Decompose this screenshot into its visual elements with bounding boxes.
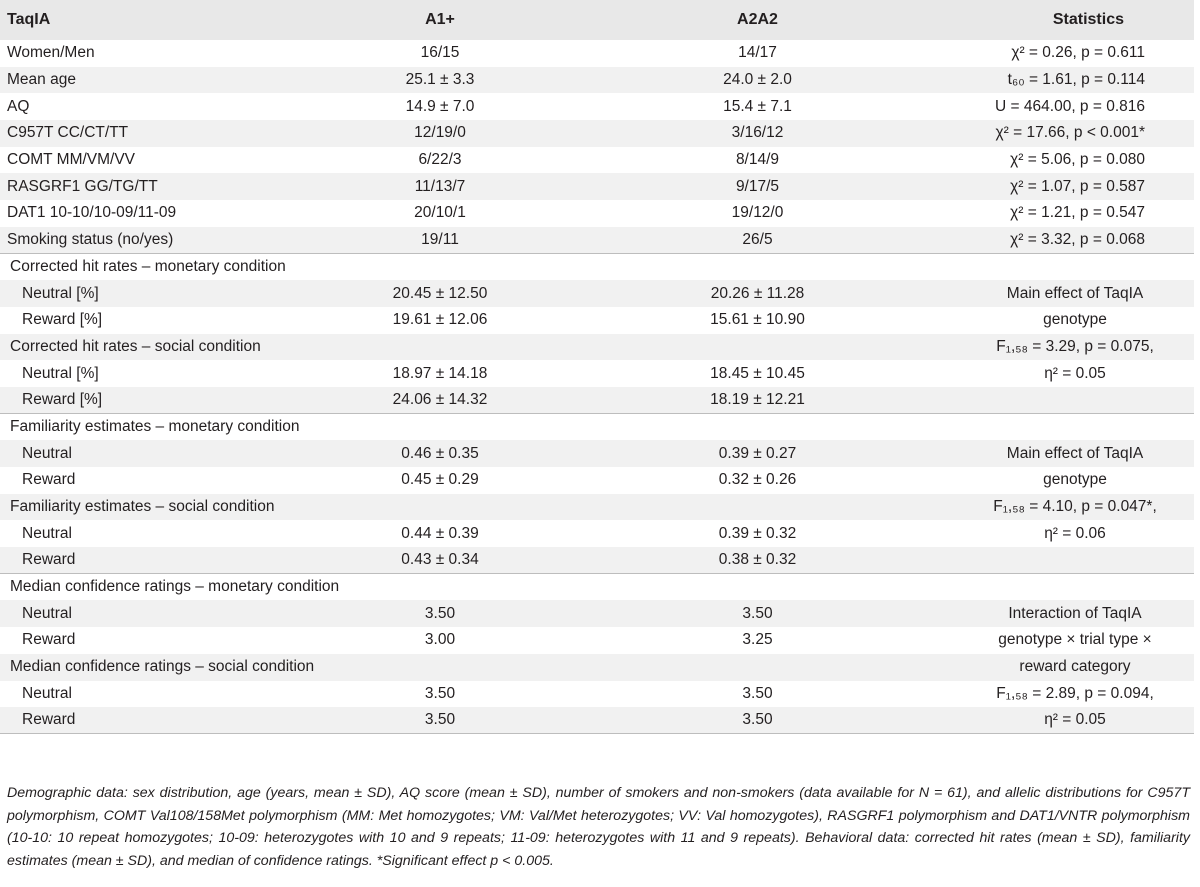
table-row: [0, 173, 1194, 200]
table-row: [0, 67, 1194, 94]
a2a2-value: 8/14/9: [735, 151, 780, 169]
table-row: [0, 600, 1194, 627]
a1-value: 0.46 ± 0.35: [401, 444, 479, 462]
a2a2-value: 26/5: [742, 230, 773, 248]
table-row: [0, 467, 1194, 494]
a2a2-value: 0.38 ± 0.32: [718, 551, 797, 569]
row-label: C957T CC/CT/TT: [7, 124, 129, 142]
row-label: Neutral: [22, 604, 72, 622]
table-row: [0, 627, 1194, 654]
section-header: Familiarity estimates – social condition: [10, 498, 275, 516]
stat-value: η² = 0.05: [1044, 364, 1106, 382]
table-row: [0, 707, 1194, 734]
col-header-a2a2: A2A2: [737, 11, 778, 28]
a2a2-value: 20.26 ± 11.28: [710, 284, 805, 302]
stat-value: F₁,₅₈ = 3.29, p = 0.075,: [996, 337, 1154, 355]
table-row: [0, 280, 1194, 307]
a1-value: 6/22/3: [418, 151, 462, 169]
stat-value: χ² = 5.06, p = 0.080: [1010, 151, 1145, 169]
stat-value: F₁,₅₈ = 2.89, p = 0.094,: [996, 684, 1154, 702]
a1-value: 18.97 ± 14.18: [392, 364, 488, 382]
table-row: [0, 440, 1194, 467]
a1-value: 3.50: [424, 604, 456, 622]
row-label: AQ: [7, 97, 30, 115]
row-label: Neutral: [22, 684, 72, 702]
a1-value: 0.43 ± 0.34: [401, 551, 479, 569]
row-label: RASGRF1 GG/TG/TT: [7, 177, 158, 195]
section-header-row: [0, 334, 1194, 361]
a2a2-value: 14/17: [738, 44, 777, 62]
row-label: Mean age: [7, 71, 76, 89]
header-row: [0, 0, 1194, 40]
stat-value: χ² = 0.26, p = 0.611: [1011, 44, 1145, 62]
section-header-row: [0, 494, 1194, 521]
table-row: [0, 387, 1194, 414]
stat-value: genotype × trial type ×: [998, 631, 1152, 649]
a2a2-value: 9/17/5: [735, 177, 780, 195]
row-label: Reward: [22, 471, 76, 489]
a1-value: 3.50: [424, 684, 456, 702]
stat-value: χ² = 1.07, p = 0.587: [1010, 177, 1145, 195]
table-row: [0, 93, 1194, 120]
row-label: Neutral: [22, 444, 72, 462]
a1-value: 3.00: [424, 631, 456, 649]
a1-value: 11/13/7: [414, 177, 466, 195]
table-row: [0, 40, 1194, 67]
section-header: Median confidence ratings – monetary condition: [0, 574, 920, 601]
a2a2-value: 3.50: [595, 707, 920, 734]
stat-value: U = 464.00, p = 0.816: [995, 97, 1145, 115]
a1-value: 20/10/1: [414, 204, 466, 222]
table-row: [0, 520, 1194, 547]
stat-value: η² = 0.06: [1044, 524, 1106, 542]
section-header: Corrected hit rates – social condition: [10, 337, 261, 355]
a2a2-value: 18.19 ± 12.21: [710, 391, 805, 409]
table-row: [0, 547, 1194, 574]
stat-value: Main effect of TaqIA: [1006, 444, 1144, 462]
a2a2-value: 0.32 ± 0.26: [718, 471, 797, 489]
col-header-a1: A1+: [425, 11, 455, 28]
section-header-row: [0, 254, 1194, 281]
section-header-row: [0, 574, 1194, 601]
table-row: [0, 681, 1194, 708]
a1-value: 19/11: [421, 230, 459, 248]
a2a2-value: 0.39 ± 0.32: [718, 524, 797, 542]
row-label: COMT MM/VM/VV: [7, 151, 136, 169]
a1-value: 0.45 ± 0.29: [401, 471, 479, 489]
a1-value: 19.61 ± 12.06: [392, 311, 488, 329]
stat-value: t₆₀ = 1.61, p = 0.114: [1007, 71, 1145, 89]
a1-value: 3.50: [285, 707, 595, 734]
table-row: [0, 360, 1194, 387]
row-label: Reward: [0, 707, 285, 734]
a2a2-value: 24.0 ± 2.0: [723, 71, 792, 89]
stat-value: χ² = 3.32, p = 0.068: [1010, 230, 1145, 248]
row-label: Reward [%]: [22, 311, 103, 329]
row-label: DAT1 10-10/10-09/11-09: [7, 204, 177, 222]
row-label: Neutral [%]: [22, 364, 99, 382]
a2a2-value: 0.39 ± 0.27: [718, 444, 797, 462]
a2a2-value: 3.25: [742, 631, 773, 649]
col-header-statistics: Statistics: [1052, 11, 1124, 28]
stat-value: Interaction of TaqIA: [1008, 604, 1142, 622]
a2a2-value: 15.61 ± 10.90: [710, 311, 805, 329]
section-header: Familiarity estimates – monetary condition: [0, 414, 920, 441]
stat-value: F₁,₅₈ = 4.10, p = 0.047*,: [993, 498, 1157, 516]
table-row: [0, 147, 1194, 174]
section-header: Corrected hit rates – monetary condition: [0, 254, 920, 281]
a1-value: 20.45 ± 12.50: [392, 284, 488, 302]
a1-value: 16/15: [420, 44, 460, 62]
stat-value: reward category: [1019, 658, 1131, 676]
a1-value: 25.1 ± 3.3: [405, 71, 475, 89]
a1-value: 14.9 ± 7.0: [405, 97, 475, 115]
row-label: Neutral [%]: [22, 284, 99, 302]
a2a2-value: 15.4 ± 7.1: [723, 97, 792, 115]
row-label: Women/Men: [7, 44, 95, 62]
a2a2-value: 19/12/0: [731, 204, 784, 222]
row-label: Smoking status (no/yes): [7, 230, 174, 248]
stat-value: Main effect of TaqIA: [1006, 284, 1144, 302]
a1-value: 12/19/0: [414, 124, 466, 142]
a1-value: 24.06 ± 14.32: [392, 391, 488, 409]
stat-value: genotype: [1043, 471, 1107, 489]
table-row: [0, 227, 1194, 254]
row-label: Neutral: [22, 524, 72, 542]
row-label: Reward: [22, 631, 76, 649]
row-label: Reward [%]: [22, 391, 103, 409]
a2a2-value: 3/16/12: [731, 124, 784, 142]
section-header: Median confidence ratings – social condition: [10, 658, 315, 676]
a2a2-value: 3.50: [742, 684, 773, 702]
stat-value: η² = 0.05: [920, 707, 1194, 734]
table-row: [0, 307, 1194, 334]
table-row: [0, 120, 1194, 147]
table-footnote: Demographic data: sex distribution, age (years, mean ± SD), AQ score (mean ± SD), number of smokers and non-smokers (data available for N = 61), and allelic distributions for C957T polymorphism, COMT Val108/158Met polymorphism (MM: Met homozygotes; VM: Val/Met heterozygotes; VV: Val homozygotes), RASGRF1 polymorphism and DAT1/VNTR polymorphism (10-10: 10 repeat homozygotes; 10-09: heterozygotes with 10 and 9 repeats; 11-09: heterozygotes with 11 and 9 repeats). Behavioral data: corrected hit rates (mean ± SD), familiarity estimates (mean ± SD), and median of confidence ratings. *Significant effect p < 0.005.: [7, 785, 1190, 869]
a2a2-value: 3.50: [742, 604, 773, 622]
row-label: Reward: [22, 551, 76, 569]
section-header-row: [0, 654, 1194, 681]
section-header-row: [0, 414, 1194, 441]
stat-value: genotype: [1043, 311, 1107, 329]
stat-value: χ² = 17.66, p < 0.001*: [995, 124, 1145, 142]
table-row: [0, 200, 1194, 227]
stat-value: χ² = 1.21, p = 0.547: [1010, 204, 1145, 222]
a2a2-value: 18.45 ± 10.45: [710, 364, 805, 382]
col-header-taqia: TaqIA: [7, 11, 51, 28]
a1-value: 0.44 ± 0.39: [401, 524, 479, 542]
